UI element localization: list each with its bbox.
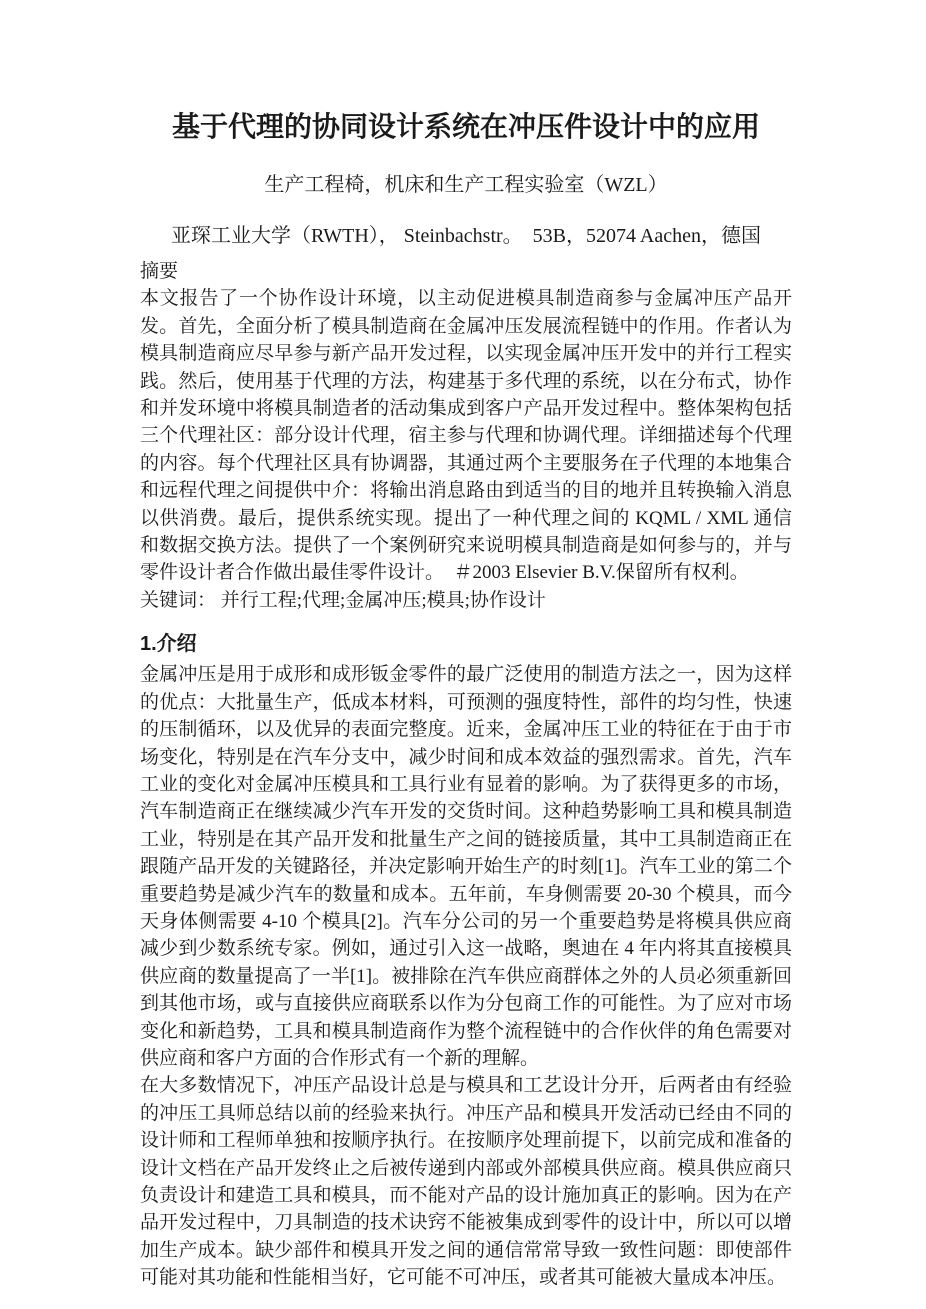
abstract-heading: 摘要: [140, 261, 179, 282]
keywords-value: 并行工程;代理;金属冲压;模具;协作设计: [220, 589, 546, 611]
page-title: 基于代理的协同设计系统在冲压件设计中的应用: [171, 112, 760, 143]
intro-paragraph-2: 在大多数情况下，冲压产品设计总是与模具和工艺设计分开，后两者由有经验的冲压工具师总结以前的经验来执行。冲压产品和模具开发活动已经由不同的设计师和工程师单独和按顺序执行。在按顺序处理前提下，以前完成和准备的设计文档在产品开发终止之后被传递到内部或外部模具供应商。模具供应商只负责设计和建造工具和模具，而不能对产品的设计施加真正的影响。因为在产品开发过程中，刀具制造的技术诀窍不能被集成到零件的设计中，所以可以增加生产成本。缺少部件和模具开发之间的通信常常导致一致性问题：即使部件可能对其功能和性能相当好，它可能不可冲压，或者其可能被大量成本冲压。: [140, 1075, 792, 1289]
section-heading-introduction: 1.介绍: [140, 633, 197, 656]
abstract-text: 本文报告了一个协作设计环境，以主动促进模具制造商参与金属冲压产品开发。首先，全面分析了模具制造商在金属冲压发展流程链中的作用。作者认为模具制造商应尽早参与新产品开发过程，以实现金属冲压开发中的并行工程实践。然后，使用基于代理的方法，构建基于多代理的系统，以在分布式，协作和并发环境中将模具制造者的活动集成到客户产品开发过程中。整体架构包括三个代理社区：部分设计代理，宿主参与代理和协调代理。详细描述每个代理的内容。每个代理社区具有协调器，其通过两个主要服务在子代理的本地集合和远程代理之间提供中介：将输出消息路由到适当的目的地并且转换输入消息以供消费。最后，提供系统实现。提出了一种代理之间的 KQML / XML 通信和数据交换方法。提供了一个案例研究来说明模具制造商是如何参与的，并与零件设计者合作做出最佳零件设计。 ＃2003 Elsevier B.V.保留所有权利。: [140, 288, 792, 584]
intro-paragraph-1: 金属冲压是用于成形和成形钣金零件的最广泛使用的制造方法之一，因为这样的优点：大批量生产，低成本材料，可预测的强度特性，部件的均匀性，快速的压制循环，以及优异的表面完整度。近来，金属冲压工业的特征在于由于市场变化，特别是在汽车分支中，减少时间和成本效益的强烈需求。首先，汽车工业的变化对金属冲压模具和工具行业有显着的影响。为了获得更多的市场，汽车制造商正在继续减少汽车开发的交货时间。这种趋势影响工具和模具制造工业，特别是在其产品开发和批量生产之间的链接质量，其中工具制造商正在跟随产品开发的关键路径，并决定影响开始生产的时刻[1]。汽车工业的第二个重要趋势是减少汽车的数量和成本。五年前，车身侧需要 20-30 个模具，而今天身体侧需要 4-10 个模具[2]。汽车分公司的另一个重要趋势是将模具供应商减少到少数系统专家。例如，通过引入这一战略，奥迪在 4 年内将其直接模具供应商的数量提高了一半[1]。被排除在汽车供应商群体之外的人员必须重新回到其他市场，或与直接供应商联系以作为分包商工作的可能性。为了应对市场变化和新趋势，工具和模具制造商作为整个流程链中的合作伙伴的角色需要对供应商和客户方面的合作形式有一个新的理解。: [140, 664, 792, 1069]
keywords-line: [140, 587, 792, 614]
keywords-label: 关键词：: [140, 589, 217, 611]
affiliation-line: 亚琛工业大学（RWTH）， Steinbachstr。 53B，52074 Aachen，德国: [171, 225, 761, 247]
page-subtitle: 生产工程椅，机床和生产工程实验室（WZL）: [264, 174, 668, 196]
